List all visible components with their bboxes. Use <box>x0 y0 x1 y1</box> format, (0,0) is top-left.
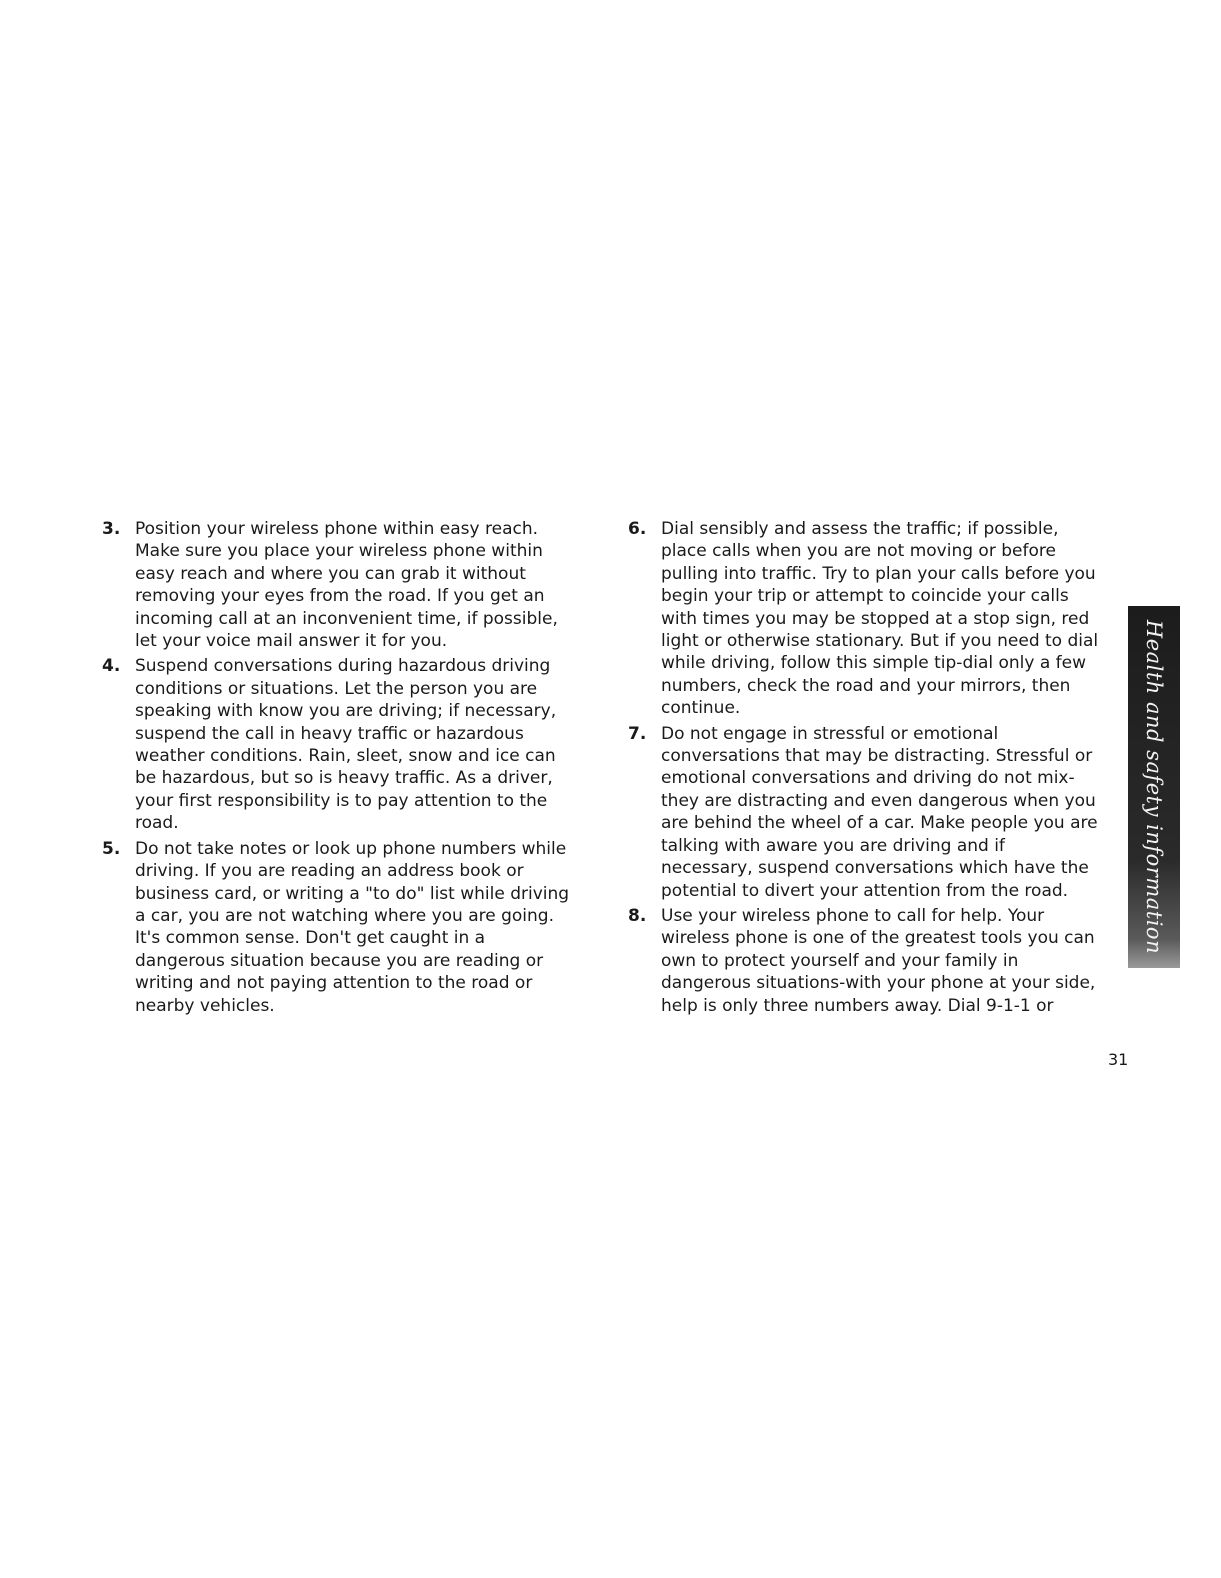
item-text: Use your wireless phone to call for help. Your wireless phone is one of the greatest tools you can own to protect yourself and your family in dangerous situations-with your phone at your side, help is only three numbers away. Dial 9-1-1 or <box>661 905 1096 1016</box>
item-number: 3. <box>102 519 121 539</box>
right-column <box>628 518 1110 1020</box>
item-text: Do not engage in stressful or emotional conversations that may be distracting. Stressful or emotional conversations and driving do not mix- they are distracting and even dangerous when you are behind the wheel of a car. Make people you are talking with aware you are driving and if necessary, suspend conversations which have the potential to divert your attention from the road. <box>661 723 1098 901</box>
list-item <box>628 905 1110 1017</box>
item-text: Do not take notes or look up phone numbers while driving. If you are reading an address book or business card, or writing a "to do" list while driving a car, you are not watching where you are going. It's common sense. Don't get caught in a dangerous situation because you are reading or writing and not paying attention to the road or nearby vehicles. <box>135 838 570 1016</box>
list-item <box>102 655 582 834</box>
item-number: 6. <box>628 519 647 539</box>
left-column <box>102 518 582 1020</box>
side-tab-label: Health and safety information <box>1142 619 1166 955</box>
list-item <box>102 838 582 1017</box>
item-text: Position your wireless phone within easy reach. Make sure you place your wireless phone within easy reach and where you can grab it without removing your eyes from the road. If you get an incoming call at an inconvenient time, if possible, let your voice mail answer it for you. <box>135 519 558 652</box>
item-text: Suspend conversations during hazardous driving conditions or situations. Let the person you are speaking with know you are driving; if necessary, suspend the call in heavy traffic or hazardous weather conditions. Rain, sleet, snow and ice can be hazardous, but so is heavy traffic. As a driver, your first responsibility is to pay attention to the road. <box>135 656 557 834</box>
page-number: 31 <box>1108 1050 1129 1069</box>
section-side-tab <box>1128 606 1180 968</box>
item-number: 7. <box>628 723 647 744</box>
item-number: 8. <box>628 905 647 926</box>
list-item <box>628 518 1110 720</box>
list-item <box>102 518 582 652</box>
item-number: 4. <box>102 656 121 677</box>
list-item <box>628 723 1110 902</box>
item-text: Dial sensibly and assess the traffic; if possible, place calls when you are not moving or before pulling into traffic. Try to plan your calls before you begin your trip or attempt to coincide your calls with times you may be stopped at a stop sign, red light or otherwise stationary. But if you need to dial while driving, follow this simple tip-dial only a few numbers, check the road and your mirrors, then continue. <box>661 519 1099 719</box>
item-number: 5. <box>102 838 121 859</box>
